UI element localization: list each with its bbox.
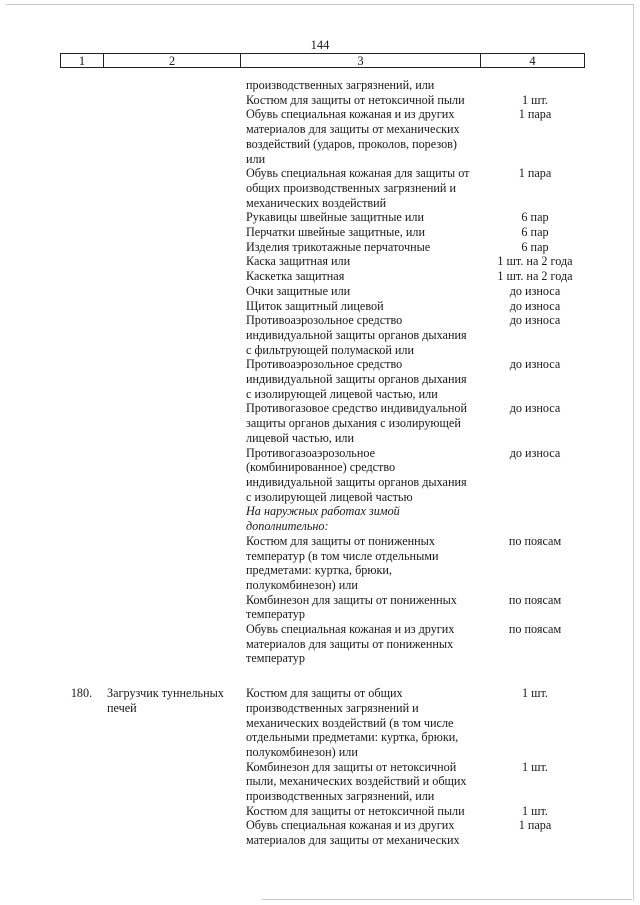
- cell-profession: [103, 313, 244, 328]
- cell-profession: [103, 166, 244, 181]
- cell-profession: [103, 804, 244, 819]
- table-row: [60, 122, 584, 137]
- table-row: [60, 284, 584, 299]
- cell-ppe-item: температур (в том числе отдельными: [246, 548, 439, 563]
- cell-ppe-item: материалов для защиты от пониженных: [246, 636, 454, 651]
- cell-number: [60, 343, 103, 358]
- cell-norm: 6 пар: [521, 225, 549, 240]
- cell-number: [60, 789, 103, 804]
- cell-number: [60, 622, 103, 637]
- table-row: [60, 181, 584, 196]
- table-row: [60, 166, 584, 181]
- cell-profession: [103, 78, 244, 93]
- section-gap: [60, 666, 584, 686]
- continuation-block: [60, 78, 584, 666]
- cell-ppe-item: Обувь специальная кожаная и из других: [246, 107, 455, 122]
- cell-profession: [103, 475, 244, 490]
- cell-profession: [103, 416, 244, 431]
- cell-number: [60, 745, 103, 760]
- cell-norm: [486, 122, 584, 137]
- cell-number: [60, 269, 103, 284]
- cell-number: [60, 460, 103, 475]
- table-row: [60, 269, 584, 284]
- page-number: 144: [310, 38, 330, 52]
- cell-number: [60, 519, 103, 534]
- table-row: [60, 357, 584, 372]
- cell-profession: [103, 622, 244, 637]
- table-row: [60, 313, 584, 328]
- cell-ppe-item: Обувь специальная кожаная и из других: [246, 622, 455, 637]
- cell-norm: [486, 78, 584, 93]
- table-row: [60, 701, 584, 716]
- cell-norm: до износа: [509, 445, 561, 460]
- cell-number: [60, 210, 103, 225]
- cell-profession: [103, 196, 244, 211]
- cell-number: [60, 833, 103, 848]
- cell-ppe-item: материалов для защиты от механических: [246, 833, 460, 848]
- cell-ppe-item: индивидуальной защиты органов дыхания: [246, 474, 467, 489]
- table-row: [60, 225, 584, 240]
- cell-profession: [103, 607, 244, 622]
- cell-ppe-item: лицевой частью, или: [246, 430, 355, 445]
- cell-norm: [486, 651, 584, 666]
- cell-number: [60, 651, 103, 666]
- cell-norm: [486, 504, 584, 519]
- profession-name: печей: [107, 700, 137, 715]
- table-row: [60, 490, 584, 505]
- table-row: [60, 716, 584, 731]
- cell-norm: [486, 701, 584, 716]
- cell-ppe-item: Очки защитные или: [246, 283, 351, 298]
- cell-profession: [103, 637, 244, 652]
- cell-ppe-item: Рукавицы швейные защитные или: [246, 210, 424, 225]
- table-row: [60, 460, 584, 475]
- cell-profession: [103, 254, 244, 269]
- cell-number: [60, 818, 103, 833]
- cell-profession: [103, 431, 244, 446]
- cell-norm: 1 шт.: [522, 92, 548, 107]
- cell-ppe-item: дополнительно:: [246, 519, 329, 534]
- cell-profession: [103, 549, 244, 564]
- cell-profession: [103, 299, 244, 314]
- table-row: [60, 431, 584, 446]
- cell-ppe-item: общих производственных загрязнений и: [246, 180, 457, 195]
- cell-profession: [103, 343, 244, 358]
- cell-norm: [486, 137, 584, 152]
- column-header-4: 4: [481, 54, 585, 68]
- cell-norm: [486, 833, 584, 848]
- cell-number: [60, 401, 103, 416]
- cell-ppe-item: Противогазоаэрозольное: [246, 445, 376, 460]
- table-row: [60, 686, 584, 701]
- cell-profession: [103, 716, 244, 731]
- table-row: [60, 416, 584, 431]
- cell-norm: до износа: [509, 283, 561, 298]
- table-row: [60, 475, 584, 490]
- table-row: [60, 254, 584, 269]
- cell-norm: [486, 343, 584, 358]
- cell-number: [60, 490, 103, 505]
- table-row: [60, 760, 584, 775]
- cell-profession: [103, 504, 244, 519]
- cell-number: [60, 93, 103, 108]
- table-row: [60, 78, 584, 93]
- cell-ppe-item: Противоаэрозольное средство: [246, 357, 403, 372]
- cell-ppe-item: Костюм для защиты от нетоксичной пыли: [246, 803, 465, 818]
- cell-profession: [103, 534, 244, 549]
- cell-number: [60, 254, 103, 269]
- cell-profession: [103, 818, 244, 833]
- cell-profession: [103, 181, 244, 196]
- cell-profession: [103, 593, 244, 608]
- cell-ppe-item: с фильтрующей полумаской или: [246, 342, 415, 357]
- cell-ppe-item: Противоаэрозольное средство: [246, 313, 403, 328]
- cell-profession: [103, 107, 244, 122]
- cell-number: [60, 730, 103, 745]
- cell-number: [60, 475, 103, 490]
- cell-norm: [486, 549, 584, 564]
- cell-norm: 1 шт. на 2 года: [497, 254, 573, 269]
- cell-number: [60, 563, 103, 578]
- cell-ppe-item: с изолирующей лицевой частью: [246, 489, 413, 504]
- table-row: [60, 745, 584, 760]
- cell-number: [60, 152, 103, 167]
- table-row: [60, 137, 584, 152]
- cell-norm: 1 пара: [518, 107, 552, 122]
- table-row: [60, 504, 584, 519]
- table-row: [60, 730, 584, 745]
- cell-number: [60, 446, 103, 461]
- cell-norm: до износа: [509, 357, 561, 372]
- cell-ppe-item: температур: [246, 607, 305, 622]
- cell-profession: [103, 446, 244, 461]
- cell-ppe-item: (комбинированное) средство: [246, 460, 396, 475]
- cell-number: [60, 196, 103, 211]
- cell-profession: [103, 578, 244, 593]
- cell-ppe-item: механических воздействий (в том числе: [246, 715, 454, 730]
- cell-number: [60, 760, 103, 775]
- cell-ppe-item: Противогазовое средство индивидуальной: [246, 401, 468, 416]
- column-header-2: 2: [104, 54, 241, 68]
- cell-norm: [486, 387, 584, 402]
- cell-ppe-item: индивидуальной защиты органов дыхания: [246, 327, 467, 342]
- cell-norm: [486, 328, 584, 343]
- cell-norm: [486, 460, 584, 475]
- cell-profession: [103, 490, 244, 505]
- cell-norm: [486, 519, 584, 534]
- cell-ppe-item: полукомбинезон) или: [246, 577, 358, 592]
- cell-norm: [486, 563, 584, 578]
- table-row: [60, 789, 584, 804]
- cell-norm: [486, 152, 584, 167]
- table-row: [60, 622, 584, 637]
- cell-ppe-item: Обувь специальная кожаная для защиты от: [246, 166, 470, 181]
- cell-profession: [103, 122, 244, 137]
- table-row: [60, 534, 584, 549]
- cell-number: [60, 328, 103, 343]
- cell-norm: 1 шт.: [522, 686, 548, 701]
- cell-profession: [103, 225, 244, 240]
- cell-number: [60, 284, 103, 299]
- cell-number: [60, 416, 103, 431]
- cell-norm: 1 шт.: [522, 803, 548, 818]
- cell-ppe-item: производственных загрязнений и: [246, 700, 419, 715]
- cell-number: [60, 578, 103, 593]
- cell-number: [60, 549, 103, 564]
- cell-norm: 1 шт. на 2 года: [497, 269, 573, 284]
- cell-ppe-item: отдельными предметами: куртка, брюки,: [246, 730, 459, 745]
- cell-number: [60, 313, 103, 328]
- cell-ppe-item: Перчатки швейные защитные, или: [246, 225, 426, 240]
- table-row: [60, 607, 584, 622]
- table-row: [60, 593, 584, 608]
- cell-profession: [103, 152, 244, 167]
- cell-profession: [103, 774, 244, 789]
- cell-norm: [486, 774, 584, 789]
- table-row: [60, 93, 584, 108]
- cell-number: [60, 534, 103, 549]
- cell-profession: [103, 210, 244, 225]
- cell-profession: [103, 269, 244, 284]
- cell-number: [60, 387, 103, 402]
- cell-ppe-item: Каска защитная или: [246, 254, 351, 269]
- cell-norm: 6 пар: [521, 239, 549, 254]
- table-row: [60, 651, 584, 666]
- cell-profession: [103, 519, 244, 534]
- cell-norm: по поясам: [508, 592, 562, 607]
- cell-number: [60, 504, 103, 519]
- cell-ppe-item: Изделия трикотажные перчаточные: [246, 239, 431, 254]
- table-row: [60, 549, 584, 564]
- table-row: [60, 328, 584, 343]
- cell-norm: 1 пара: [518, 166, 552, 181]
- cell-number: [60, 804, 103, 819]
- cell-ppe-item: Комбинезон для защиты от пониженных: [246, 592, 457, 607]
- table-row: [60, 387, 584, 402]
- cell-norm: [486, 181, 584, 196]
- cell-norm: 1 шт.: [522, 759, 548, 774]
- cell-profession: [103, 357, 244, 372]
- table-row: [60, 372, 584, 387]
- table-row: [60, 343, 584, 358]
- cell-profession: [103, 328, 244, 343]
- cell-number: [60, 607, 103, 622]
- table-row: [60, 833, 584, 848]
- cell-ppe-item: полукомбинезон) или: [246, 744, 358, 759]
- table-row: [60, 563, 584, 578]
- cell-profession: [103, 833, 244, 848]
- cell-number: [60, 637, 103, 652]
- cell-profession: [103, 563, 244, 578]
- cell-ppe-item: индивидуальной защиты органов дыхания: [246, 372, 467, 387]
- cell-norm: [486, 372, 584, 387]
- cell-profession: [103, 401, 244, 416]
- cell-norm: по поясам: [508, 622, 562, 637]
- cell-number: [60, 107, 103, 122]
- column-header-table: [60, 53, 585, 68]
- cell-norm: [486, 730, 584, 745]
- table-row: [60, 210, 584, 225]
- cell-norm: до износа: [509, 298, 561, 313]
- cell-number: [60, 122, 103, 137]
- cell-ppe-item: температур: [246, 651, 305, 666]
- cell-number: [60, 372, 103, 387]
- cell-norm: по поясам: [508, 533, 562, 548]
- column-header-1: 1: [61, 54, 104, 68]
- cell-norm: [486, 431, 584, 446]
- cell-ppe-item: воздействий (ударов, проколов, порезов): [246, 136, 457, 151]
- cell-ppe-item: предметами: куртка, брюки,: [246, 563, 392, 578]
- cell-ppe-item: Костюм для защиты от пониженных: [246, 533, 435, 548]
- cell-norm: 6 пар: [521, 210, 549, 225]
- profession-name: Загрузчик туннельных: [107, 686, 224, 701]
- cell-norm: [486, 607, 584, 622]
- cell-number: [60, 225, 103, 240]
- cell-ppe-item: защиты органов дыхания с изолирующей: [246, 416, 461, 431]
- cell-profession: [103, 137, 244, 152]
- table-row: [60, 196, 584, 211]
- cell-profession: [103, 730, 244, 745]
- table-row: [60, 240, 584, 255]
- cell-norm: 1 пара: [518, 818, 552, 833]
- cell-number: [60, 431, 103, 446]
- page-bottom-rule: [262, 899, 632, 900]
- cell-ppe-item: Каскетка защитная: [246, 269, 345, 284]
- cell-number: [60, 716, 103, 731]
- cell-ppe-item: механических воздействий: [246, 195, 387, 210]
- cell-profession: [103, 387, 244, 402]
- cell-norm: [486, 578, 584, 593]
- cell-norm: [486, 475, 584, 490]
- cell-ppe-item: Щиток защитный лицевой: [246, 298, 384, 313]
- cell-profession: [103, 460, 244, 475]
- cell-norm: до износа: [509, 401, 561, 416]
- table-row: [60, 818, 584, 833]
- document-body: [60, 78, 584, 848]
- cell-norm: [486, 716, 584, 731]
- cell-profession: [103, 651, 244, 666]
- cell-ppe-item: пыли, механических воздействий и общих: [246, 774, 467, 789]
- cell-norm: [486, 196, 584, 211]
- cell-ppe-item: материалов для защиты от механических: [246, 122, 460, 137]
- cell-ppe-item: производственных загрязнений, или: [246, 78, 435, 92]
- cell-norm: [486, 789, 584, 804]
- table-row: [60, 637, 584, 652]
- cell-number: [60, 593, 103, 608]
- table-row: [60, 804, 584, 819]
- cell-ppe-item: Комбинезон для защиты от нетоксичной: [246, 759, 457, 774]
- item-number: 180.: [70, 686, 93, 701]
- column-header-3: 3: [241, 54, 481, 68]
- cell-profession: [103, 93, 244, 108]
- cell-number: [60, 299, 103, 314]
- cell-norm: [486, 490, 584, 505]
- cell-number: [60, 240, 103, 255]
- cell-profession: [103, 240, 244, 255]
- cell-number: [60, 166, 103, 181]
- cell-number: [60, 181, 103, 196]
- cell-ppe-item: или: [246, 151, 266, 166]
- cell-norm: [486, 416, 584, 431]
- table-row: [60, 774, 584, 789]
- cell-profession: [103, 789, 244, 804]
- table-row: [60, 578, 584, 593]
- cell-norm: [486, 637, 584, 652]
- table-row: [60, 152, 584, 167]
- cell-number: [60, 357, 103, 372]
- cell-number: [60, 78, 103, 93]
- table-row: [60, 299, 584, 314]
- table-row: [60, 519, 584, 534]
- item-180-block: [60, 686, 584, 848]
- cell-number: [60, 701, 103, 716]
- cell-ppe-item: Обувь специальная кожаная и из других: [246, 818, 455, 833]
- cell-norm: до износа: [509, 313, 561, 328]
- table-row: [60, 107, 584, 122]
- cell-number: [60, 774, 103, 789]
- cell-number: [60, 137, 103, 152]
- table-row: [60, 446, 584, 461]
- cell-profession: [103, 745, 244, 760]
- cell-ppe-item: Костюм для защиты от нетоксичной пыли: [246, 92, 465, 107]
- cell-profession: [103, 284, 244, 299]
- cell-profession: [103, 372, 244, 387]
- cell-ppe-item: производственных загрязнений, или: [246, 789, 435, 804]
- cell-norm: [486, 745, 584, 760]
- cell-ppe-item: с изолирующей лицевой частью, или: [246, 386, 438, 401]
- column-header-row: [61, 54, 585, 68]
- table-row: [60, 401, 584, 416]
- cell-ppe-item: На наружных работах зимой: [246, 504, 400, 519]
- cell-profession: [103, 760, 244, 775]
- cell-ppe-item: Костюм для защиты от общих: [246, 686, 403, 701]
